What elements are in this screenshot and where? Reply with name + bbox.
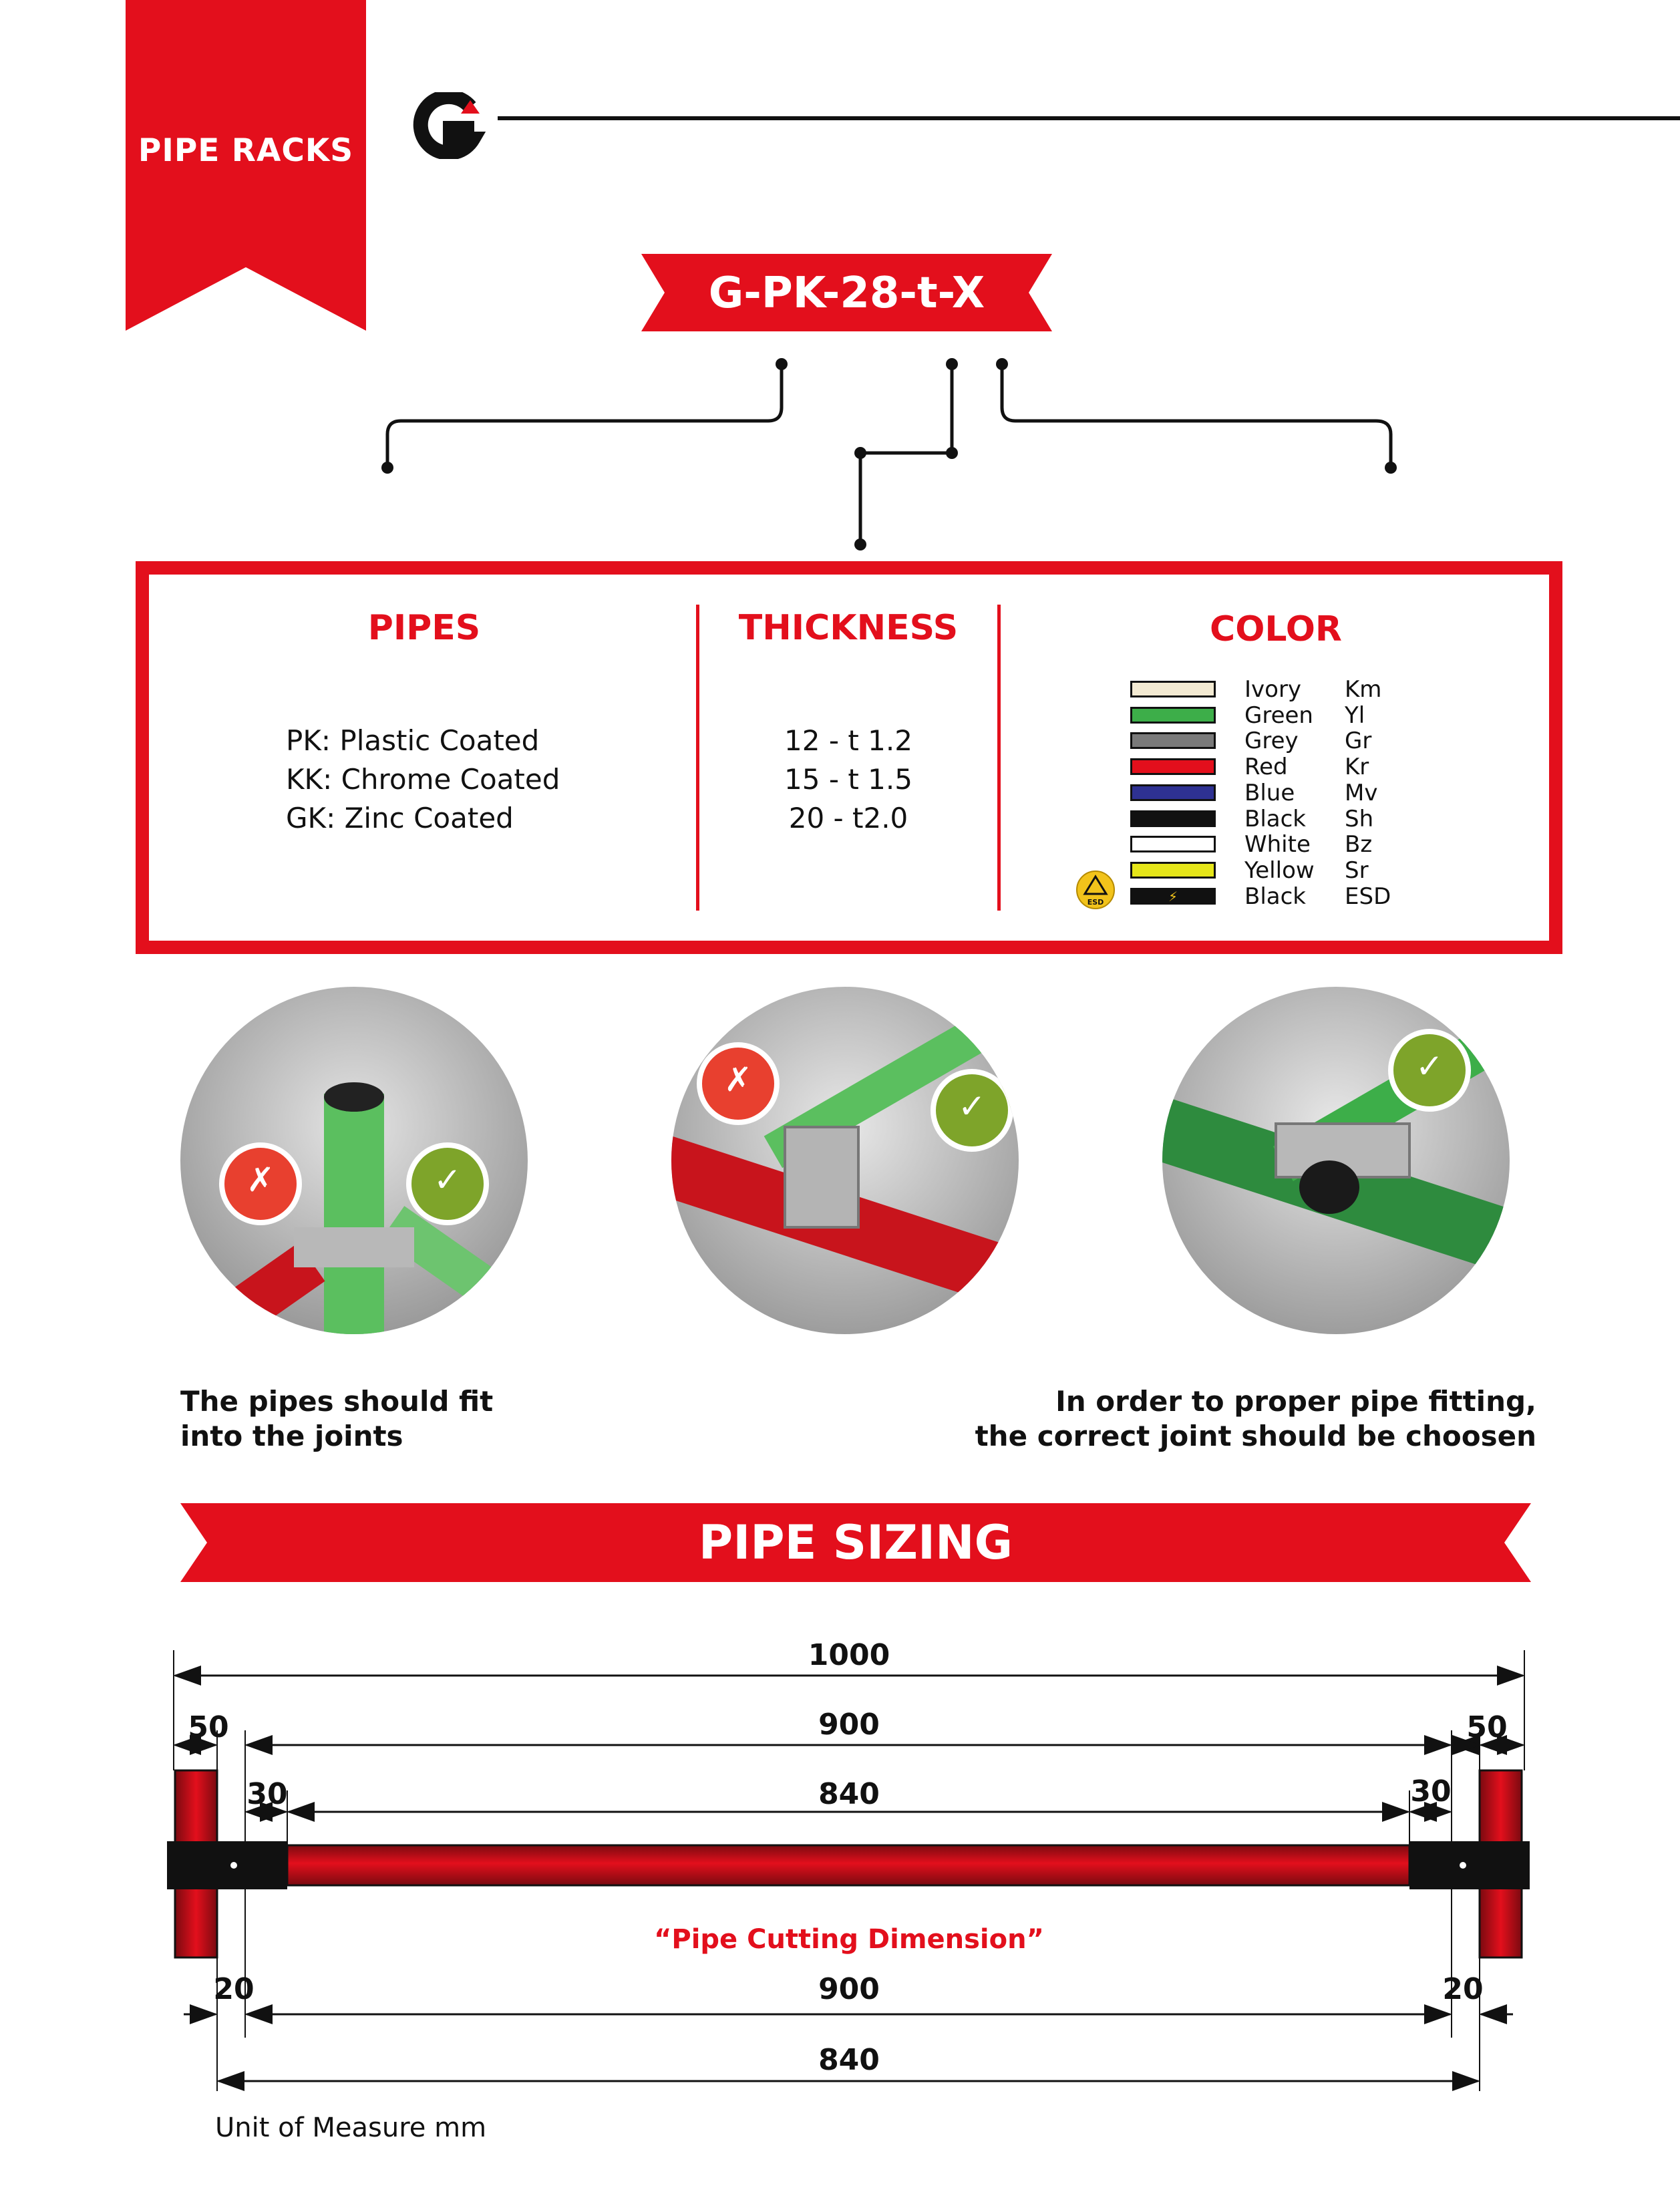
esd-warning-icon bbox=[1075, 870, 1116, 910]
color-code: Sr bbox=[1345, 856, 1369, 884]
color-heading: COLOR bbox=[1210, 609, 1342, 649]
color-swatch bbox=[1130, 681, 1216, 697]
color-swatch bbox=[1130, 836, 1216, 852]
color-name: Black bbox=[1244, 883, 1306, 910]
dim-cut: 840 bbox=[818, 1777, 880, 1811]
caption-line: the correct joint should be choosen bbox=[975, 1420, 1536, 1452]
dim-end-left: 50 bbox=[188, 1710, 229, 1744]
product-code: G-PK-28-t-X bbox=[708, 269, 985, 318]
pipe-type: GK: Zinc Coated bbox=[286, 802, 514, 834]
section-title: PIPE RACKS bbox=[138, 132, 354, 169]
thumbs-up-icon: ✓ bbox=[958, 1087, 986, 1126]
photo-pipe-joint-clamp bbox=[671, 987, 1019, 1334]
color-list bbox=[0, 0, 1680, 935]
dim-bottom-cut: 840 bbox=[818, 2043, 880, 2077]
color-code: Gr bbox=[1345, 728, 1372, 755]
dim-offset-left: 20 bbox=[213, 1972, 255, 2006]
thumbs-up-icon: ✓ bbox=[1415, 1047, 1444, 1086]
color-code: Kr bbox=[1345, 754, 1369, 781]
color-swatch bbox=[1130, 784, 1216, 801]
caption-left bbox=[180, 1384, 493, 1454]
pipe-type: PK: Plastic Coated bbox=[286, 724, 540, 757]
color-code: Yl bbox=[1345, 701, 1365, 729]
color-name: Yellow bbox=[1244, 856, 1315, 884]
pipe-cutting-label: “Pipe Cutting Dimension” bbox=[654, 1924, 1044, 1955]
thickness-value: 20 - t2.0 bbox=[788, 802, 908, 834]
color-code: Bz bbox=[1345, 831, 1373, 858]
color-swatch bbox=[1130, 862, 1216, 879]
dim-end-right: 50 bbox=[1466, 1710, 1508, 1744]
color-name: Red bbox=[1244, 754, 1288, 781]
color-code: ESD bbox=[1345, 883, 1391, 910]
color-code: Mv bbox=[1345, 779, 1378, 806]
color-name: Ivory bbox=[1244, 676, 1302, 703]
caption-line: into the joints bbox=[180, 1420, 403, 1452]
thickness-heading: THICKNESS bbox=[738, 608, 959, 648]
pipes-heading: PIPES bbox=[367, 608, 481, 648]
color-swatch: ⚡ bbox=[1130, 888, 1216, 905]
thickness-value: 12 - t 1.2 bbox=[784, 724, 912, 757]
dim-bottom-inner: 900 bbox=[818, 1972, 880, 2006]
color-name: Green bbox=[1244, 701, 1313, 729]
esd-badge-label: ESD bbox=[1087, 898, 1104, 907]
thickness-value: 15 - t 1.5 bbox=[784, 763, 912, 796]
caption-line: In order to proper pipe fitting, bbox=[1055, 1385, 1536, 1418]
dim-joint-right: 30 bbox=[1410, 1774, 1452, 1808]
color-name: Blue bbox=[1244, 779, 1295, 806]
thumbs-up-icon: ✓ bbox=[434, 1160, 462, 1199]
color-code: Sh bbox=[1345, 805, 1374, 832]
color-swatch bbox=[1130, 758, 1216, 775]
pipe-sizing-diagram bbox=[0, 1603, 1680, 2138]
dim-inner: 900 bbox=[818, 1708, 880, 1742]
thumbs-down-icon: ✗ bbox=[246, 1160, 275, 1199]
color-swatch bbox=[1130, 732, 1216, 749]
color-code: Km bbox=[1345, 676, 1382, 703]
color-name: Grey bbox=[1244, 728, 1299, 755]
pipe-sizing-title: PIPE SIZING bbox=[698, 1515, 1013, 1570]
unit-note: Unit of Measure mm bbox=[215, 2112, 487, 2143]
dim-joint-left: 30 bbox=[246, 1777, 288, 1811]
color-name: Black bbox=[1244, 805, 1306, 832]
color-swatch bbox=[1130, 810, 1216, 827]
caption-right bbox=[868, 1384, 1536, 1454]
photo-pipe-joint-cross bbox=[1162, 987, 1510, 1334]
color-swatch bbox=[1130, 707, 1216, 724]
photo-pipe-joint-tee bbox=[180, 987, 528, 1334]
color-name: White bbox=[1244, 831, 1311, 858]
caption-line: The pipes should fit bbox=[180, 1385, 494, 1418]
pipe-type: KK: Chrome Coated bbox=[286, 763, 560, 796]
dim-total: 1000 bbox=[808, 1638, 890, 1672]
thumbs-down-icon: ✗ bbox=[724, 1060, 752, 1099]
dim-offset-right: 20 bbox=[1442, 1972, 1484, 2006]
